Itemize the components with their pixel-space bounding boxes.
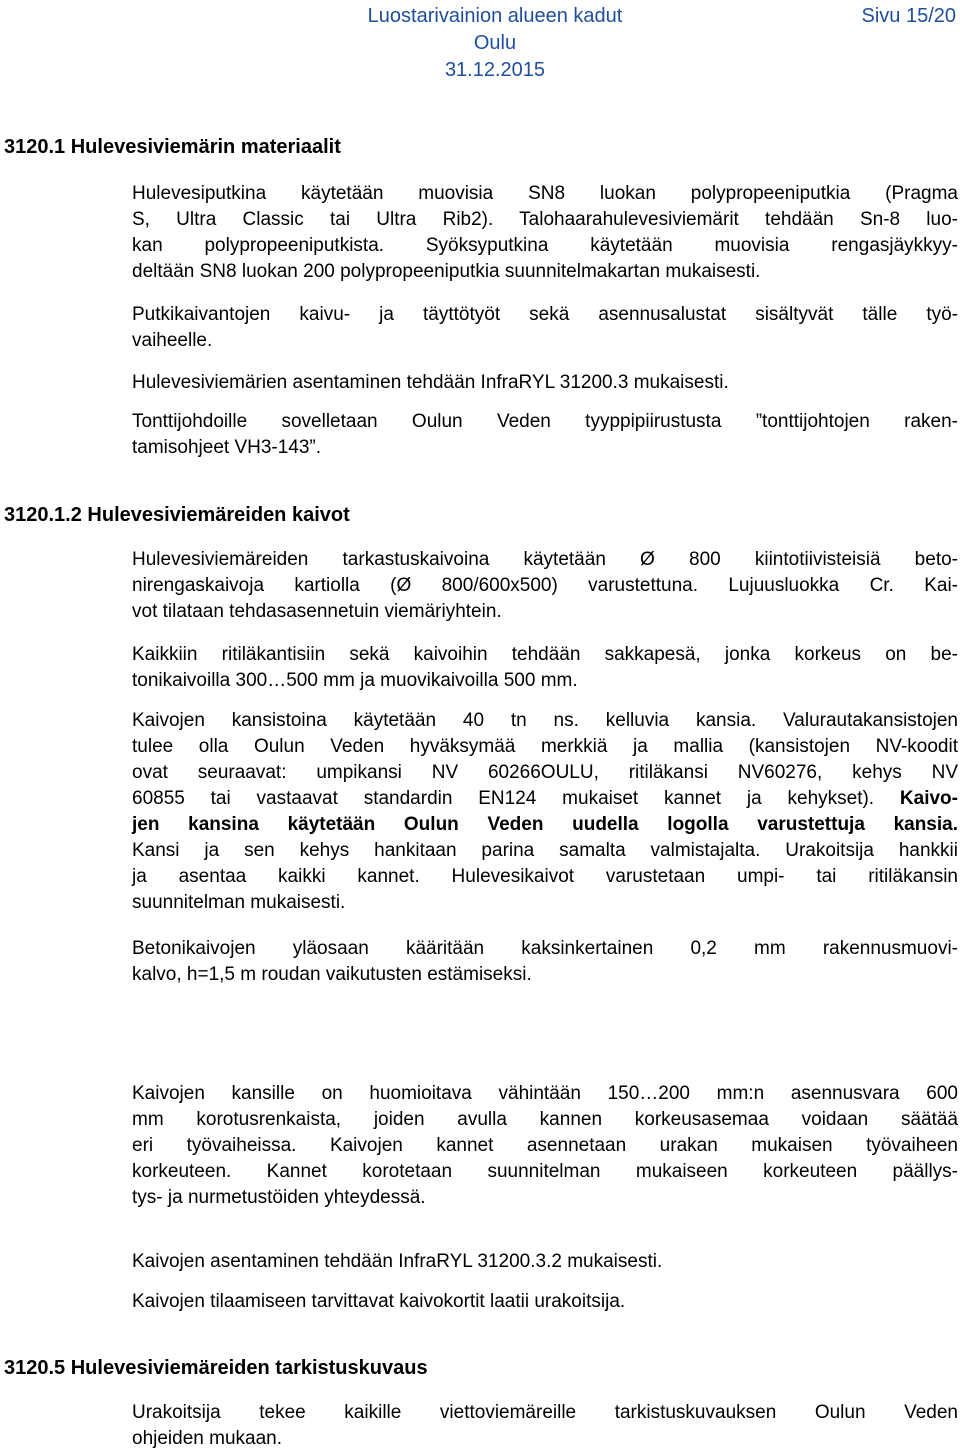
text-line: Hulevesiviemärien asentaminen tehdään InfraRYL 31200.3 mukaisesti.	[132, 372, 729, 393]
text-line: eri työvaiheissa. Kaivojen kannet asennetaan urakan mukaisen työvaiheen	[132, 1135, 958, 1156]
text-line: S, Ultra Classic tai Ultra Rib2). Talohaarahulevesiviemärit tehdään Sn-8 luo-	[132, 209, 958, 230]
text-line: Betonikaivojen yläosaan kääritään kaksinkertainen 0,2 mm rakennusmuovi-	[132, 938, 958, 959]
page-header	[0, 2, 960, 86]
paragraph-plastic-wrap	[132, 936, 958, 988]
text-line: Tonttijohdoille sovelletaan Oulun Veden tyyppipiirustusta ”tonttijohtojen raken-	[132, 411, 958, 432]
paragraph-installation-standard	[132, 370, 958, 396]
text-line	[132, 786, 958, 812]
text-line: Kaikkiin ritiläkantisiin sekä kaivoihin tehdään sakkapesä, jonka korkeus on be-	[132, 644, 958, 665]
text-line: deltään SN8 luokan 200 polypropeeniputkia suunnitelmakartan mukaisesti.	[132, 261, 761, 282]
emphasis-text: Kaivo-	[899, 788, 958, 809]
text-line: kalvo, h=1,5 m roudan vaikutusten estämiseksi.	[132, 964, 532, 985]
text-line: Hulevesiviemäreiden tarkastuskaivoina käytetään Ø 800 kiintotiivisteisiä beto-	[132, 549, 958, 570]
document-title: Luostarivainion alueen kadut	[367, 5, 623, 27]
document-city: Oulu	[473, 32, 517, 54]
text-line: suunnitelman mukaisesti.	[132, 892, 346, 913]
emphasis-text: jen kansina käytetään Oulun Veden uudella logolla varustettuja kansia.	[132, 814, 958, 835]
paragraph-manhole-cards	[132, 1289, 958, 1315]
text-line: Urakoitsija tekee kaikille viettoviemäreille tarkistuskuvauksen Oulun Veden	[132, 1402, 958, 1423]
section-heading-manholes: 3120.1.2 Hulevesiviemäreiden kaivot	[4, 504, 350, 526]
text-line: Kaivojen tilaamiseen tarvittavat kaivokortit laatii urakoitsija.	[132, 1291, 626, 1312]
text-line: Putkikaivantojen kaivu- ja täyttötyöt sekä asennusalustat sisältyvät tälle työ-	[132, 304, 958, 325]
paragraph-excavation	[132, 302, 958, 354]
paragraph-cover-adjustment	[132, 1081, 958, 1211]
text-line: Kaivojen kansistoina käytetään 40 tn ns. kelluvia kansia. Valurautakansistojen	[132, 710, 958, 731]
text-line: mm korotusrenkaista, joiden avulla kannen korkeusasemaa voidaan säätää	[132, 1109, 958, 1130]
paragraph-sediment-trap	[132, 642, 958, 694]
text-line: Hulevesiputkina käytetään muovisia SN8 luokan polypropeeniputkia (Pragma	[132, 183, 958, 204]
section-heading-materials: 3120.1 Hulevesiviemärin materiaalit	[4, 136, 341, 158]
text-line: ja asentaa kaikki kannet. Hulevesikaivot varustetaan umpi- tai ritiläkansin	[132, 866, 958, 887]
paragraph-pipe-materials	[132, 181, 958, 285]
text-line: kan polypropeeniputkista. Syöksyputkina käytetään muovisia rengasjäykkyy-	[132, 235, 958, 256]
text-line: ovat seuraavat: umpikansi NV 60266OULU, ritiläkansi NV60276, kehys NV	[132, 762, 958, 783]
page-number: Sivu 15/20	[861, 5, 956, 27]
paragraph-covers	[132, 708, 958, 916]
paragraph-plot-connections	[132, 409, 958, 461]
text-line: ohjeiden mukaan.	[132, 1428, 282, 1449]
text-run: 60855 tai vastaavat standardin EN124 mukaiset kannet ja kehykset).	[132, 788, 900, 809]
text-line: Kaivojen kansille on huomioitava vähintään 150…200 mm:n asennusvara 600	[132, 1083, 958, 1104]
text-line: tonikaivoilla 300…500 mm ja muovikaivoilla 500 mm.	[132, 670, 578, 691]
text-line: tulee olla Oulun Veden hyväksymää merkkiä ja mallia (kansistojen NV-koodit	[132, 736, 958, 757]
text-line: Kansi ja sen kehys hankitaan parina samalta valmistajalta. Urakoitsija hankkii	[132, 840, 958, 861]
section-heading-inspection: 3120.5 Hulevesiviemäreiden tarkistuskuvaus	[4, 1357, 428, 1379]
paragraph-manhole-installation	[132, 1249, 958, 1275]
text-line: vot tilataan tehdasasennetuin viemäriyhtein.	[132, 601, 502, 622]
text-line: korkeuteen. Kannet korotetaan suunnitelman mukaiseen korkeuteen päällys-	[132, 1161, 958, 1182]
paragraph-camera-inspection	[132, 1400, 958, 1452]
paragraph-inspection-manholes	[132, 547, 958, 625]
text-line: vaiheelle.	[132, 330, 213, 351]
text-line: nirengaskaivoja kartiolla (Ø 800/600x500) varustettuna. Lujuusluokka Cr. Kai-	[132, 575, 958, 596]
text-line	[132, 812, 958, 838]
text-line: Kaivojen asentaminen tehdään InfraRYL 31200.3.2 mukaisesti.	[132, 1251, 663, 1272]
text-line: tamisohjeet VH3-143”.	[132, 437, 322, 458]
text-line: tys- ja nurmetustöiden yhteydessä.	[132, 1187, 426, 1208]
document-date: 31.12.2015	[444, 59, 546, 81]
